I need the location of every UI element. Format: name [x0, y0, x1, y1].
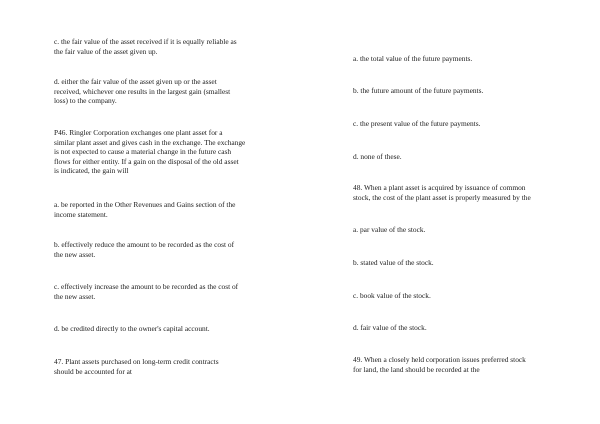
option-a-other-revenues: a. be reported in the Other Revenues and Gains section of the income statement.: [54, 200, 236, 219]
option-d-credited-capital: d. be credited directly to the owner's capital account.: [54, 324, 210, 333]
question-47: 47. Plant assets purchased on long-term credit contracts should be accounted for at: [54, 357, 219, 376]
option-b-reduce-cost: b. effectively reduce the amount to be recorded as the cost of the new asset.: [54, 240, 235, 259]
question-48: 48. When a plant asset is acquired by issuance of common stock, the cost of the plant asset is properly measured by the: [353, 183, 531, 202]
option-c-increase-cost: c. effectively increase the amount to be recorded as the cost of the new asset.: [54, 282, 239, 301]
question-p46: P46. Ringler Corporation exchanges one plant asset for a similar plant asset and gives cash in the exchange. The exchange is not expected to cause a material change in the future cash flows for either entity. If a gain on the disposal of the old asset is indicated, the gain will: [54, 128, 246, 176]
option-b-stated-value: b. stated value of the stock.: [353, 258, 434, 267]
option-d-none: d. none of these.: [353, 152, 402, 161]
option-c-fair-value-received: c. the fair value of the asset received if it is equally reliable as the fair value of the asset given up.: [54, 37, 237, 56]
option-d-fair-value: d. fair value of the stock.: [353, 323, 427, 332]
question-49: 49. When a closely held corporation issues preferred stock for land, the land should be recorded at the: [353, 355, 526, 374]
option-d-either-fair-value: d. either the fair value of the asset given up or the asset received, whichever one results in the largest gain (smallest loss) to the company.: [54, 77, 231, 106]
option-a-total-value: a. the total value of the future payments.: [353, 54, 473, 63]
option-c-present-value: c. the present value of the future payments.: [353, 119, 481, 128]
option-a-par-value: a. par value of the stock.: [353, 225, 426, 234]
option-b-future-amount: b. the future amount of the future payments.: [353, 86, 484, 95]
option-c-book-value: c. book value of the stock.: [353, 291, 431, 300]
